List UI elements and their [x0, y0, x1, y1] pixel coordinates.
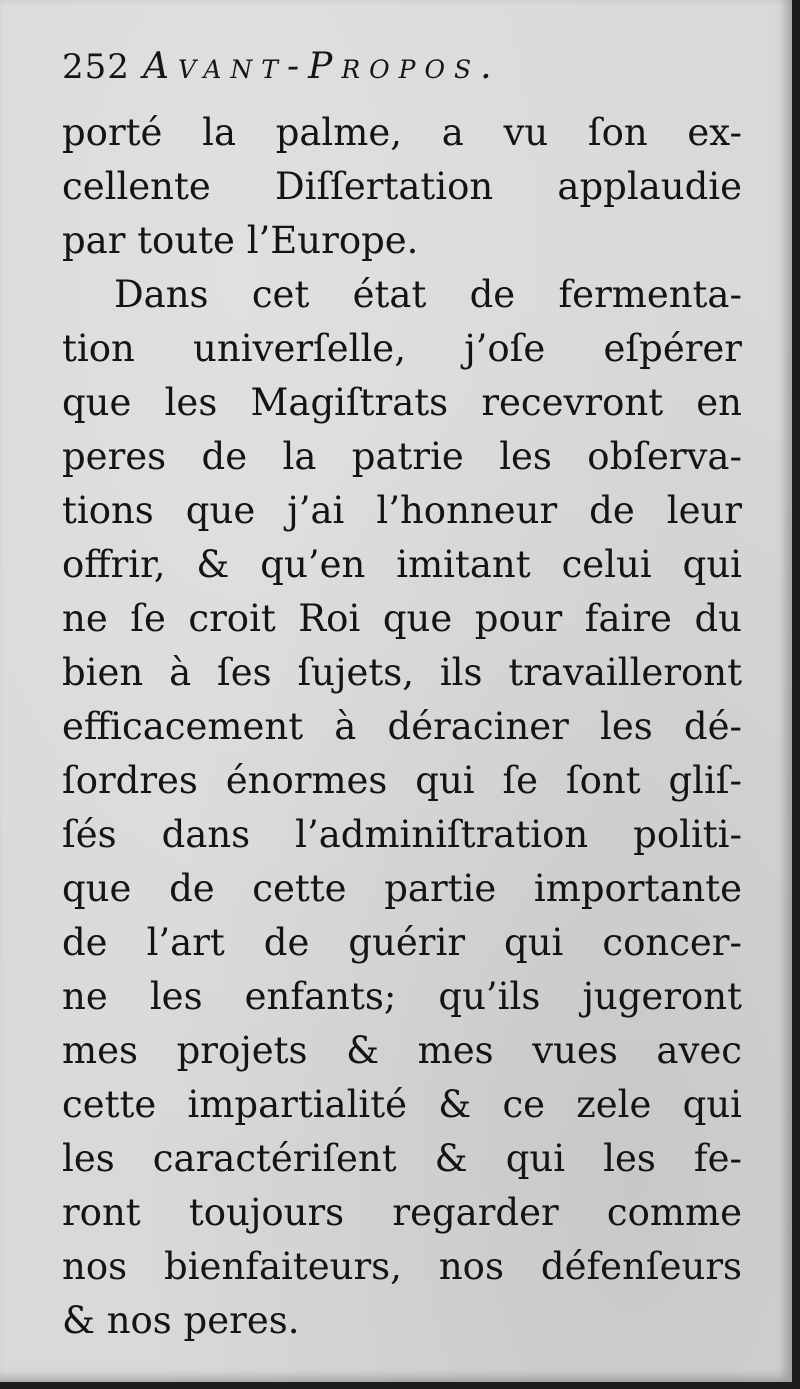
text-line: efficacement à déraciner les dé-	[62, 705, 742, 748]
text-line: ne les enfants; qu’ils jugeront	[62, 975, 742, 1018]
running-head-title: Avant-Propos.	[143, 46, 501, 87]
text-line: cellente Diſſertation applaudie	[62, 165, 742, 208]
text-line: tion univerſelle, j’oſe eſpérer	[62, 327, 742, 370]
text-line: de l’art de guérir qui concer-	[62, 921, 742, 964]
text-line: peres de la patrie les obſerva-	[62, 435, 742, 478]
text-line: ne ſe croit Roi que pour faire du	[62, 597, 742, 640]
text-line: tions que j’ai l’honneur de leur	[62, 489, 742, 532]
text-line: ront toujours regarder comme	[62, 1191, 742, 1234]
text-line: que de cette partie importante	[62, 867, 742, 910]
text-line: cette impartialité & ce zele qui	[62, 1083, 742, 1126]
text-line: ſordres énormes qui ſe ſont gliſ-	[62, 759, 742, 802]
text-line: les caractériſent & qui les fe-	[62, 1137, 742, 1180]
text-line: offrir, & qu’en imitant celui qui	[62, 543, 742, 586]
text-line: & nos peres.	[62, 1299, 300, 1342]
body-text	[62, 106, 742, 1348]
text-line: bien à ſes ſujets, ils travailleront	[62, 651, 742, 694]
text-line: mes projets & mes vues avec	[62, 1029, 742, 1072]
text-line: que les Magiſtrats recevront en	[62, 381, 742, 424]
text-line: par toute l’Europe.	[62, 219, 419, 262]
text-line: porté la palme, a vu ſon ex-	[62, 111, 742, 154]
text-line: Dans cet état de fermenta-	[114, 273, 742, 316]
running-head	[62, 46, 762, 102]
page-number: 252	[62, 47, 130, 87]
text-line: nos bienfaiteurs, nos défenſeurs	[62, 1245, 742, 1288]
text-line: ſés dans l’adminiſtration politi-	[62, 813, 742, 856]
